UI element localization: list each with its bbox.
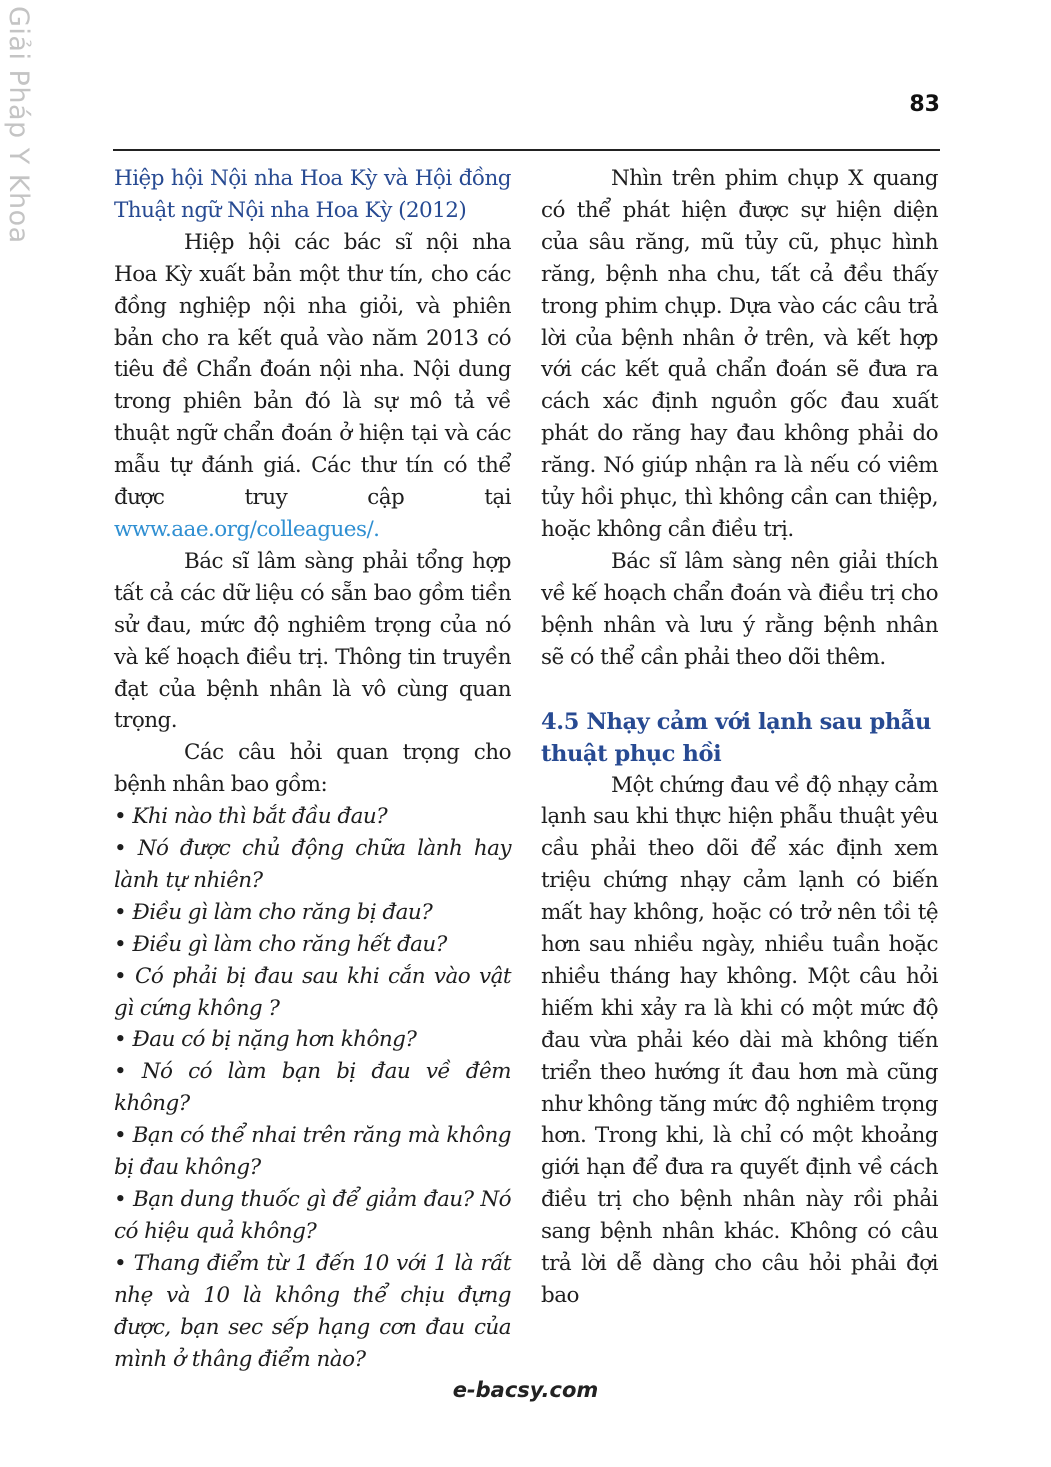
aae-link[interactable]: www.aae.org/colleagues/. [114, 516, 380, 542]
right-paragraph-2: Bác sĩ lâm sàng nên giải thích về kế hoạch chẩn đoán và điều trị cho bệnh nhân và lưu ý rằng bệnh nhân sẽ có thể cần phải theo dõi thêm. [541, 548, 938, 670]
watermark-text: Giải Pháp Y Khoa [3, 6, 34, 244]
right-column [541, 163, 938, 1312]
question-item: • Điều gì làm cho răng bị đau? [114, 899, 433, 925]
header-rule [113, 149, 940, 151]
left-paragraph-2: Bác sĩ lâm sàng phải tổng hợp tất cả các dữ liệu có sẵn bao gồm tiền sử đau, mức độ nghiêm trọng của nó và kế hoạch điều trị. Thông tin truyền đạt của bệnh nhân là vô cùng quan trọng. [114, 548, 511, 734]
question-item: • Khi nào thì bắt đầu đau? [114, 804, 388, 830]
question-item: • Nó được chủ động chữa lành hay lành tự nhiên? [114, 836, 511, 893]
question-item: • Điều gì làm cho răng hết đau? [114, 931, 447, 957]
left-heading: Hiệp hội Nội nha Hoa Kỳ và Hội đồng Thuật ngữ Nội nha Hoa Kỳ (2012) [114, 166, 511, 223]
left-column [114, 163, 511, 1375]
question-item: • Đau có bị nặng hơn không? [114, 1027, 417, 1053]
section-heading: 4.5 Nhạy cảm với lạnh sau phẫu thuật phục hồi [541, 708, 931, 767]
question-item: • Bạn có thể nhai trên răng mà không bị đau không? [114, 1123, 511, 1181]
question-item: • Nó có làm bạn bị đau về đêm không? [114, 1059, 511, 1117]
right-paragraph-1: Nhìn trên phim chụp X quang có thể phát hiện được sự hiện diện của sâu răng, mũ tủy cũ, phục hình răng, bệnh nha chu, tất cả đều thấy trong phim chụp. Dựa vào các câu trả lời của bệnh nhân ở trên, và kết hợp với các kết quả chẩn đoán sẽ đưa ra cách xác định nguồn gốc đau xuất phát do răng hay đau không phải do răng. Nó giúp nhận ra là nếu có viêm tủy hồi phục, thì không cần can thiệp, hoặc không cần điều trị. [541, 166, 938, 542]
left-paragraph-3: Các câu hỏi quan trọng cho bệnh nhân bao gồm: [114, 740, 511, 798]
question-item: • Thang điểm từ 1 đến 10 với 1 là rất nhẹ và 10 là không thể chịu đựng được, bạn sec sếp hạng cơn đau của mình ở thâng điểm nào? [114, 1250, 511, 1372]
right-paragraph-3: Một chứng đau về độ nhạy cảm lạnh sau khi thực hiện phẫu thuật yêu cầu phải theo dõi để xác định xem triệu chứng nhạy cảm lạnh có biến mất hay không, hoặc có trở nên tồi tệ hơn sau nhiều ngày, nhiều tuần hoặc nhiều tháng hay không. Một câu hỏi hiếm khi xảy ra là khi có một mức độ đau vừa phải kéo dài mà không tiến triển theo hướng ít đau hơn mà cũng như không tăng mức độ nghiêm trọng hơn. Trong khi, là chỉ có một khoảng giới hạn để đưa ra quyết định về cách điều trị cho bệnh nhân này rồi phải sang bệnh nhân khác. Không có câu trả lời dễ dàng cho câu hỏi phải đợi bao [541, 772, 938, 1308]
question-item: • Bạn dung thuốc gì để giảm đau? Nó có hiệu quả không? [114, 1187, 511, 1244]
footer-site: e-bacsy.com [452, 1378, 599, 1402]
page-number: 83 [909, 92, 940, 117]
question-list [114, 801, 511, 1375]
left-paragraph-1 [114, 227, 511, 546]
question-item: • Có phải bị đau sau khi cắn vào vật gì cứng không ? [114, 963, 511, 1021]
left-paragraph-1-text: Hiệp hội các bác sĩ nội nha Hoa Kỳ xuất bản một thư tín, cho các đồng nghiệp nội nha giỏi, và phiên bản cho ra kết quả vào năm 2013 có tiêu đề Chẩn đoán nội nha. Nội dung trong phiên bản đó là sự mô tả về thuật ngữ chẩn đoán ở hiện tại và các mẫu tự đánh giá. Các thư tín có thể được truy cập tại [114, 229, 511, 511]
side-watermark [2, 6, 38, 244]
